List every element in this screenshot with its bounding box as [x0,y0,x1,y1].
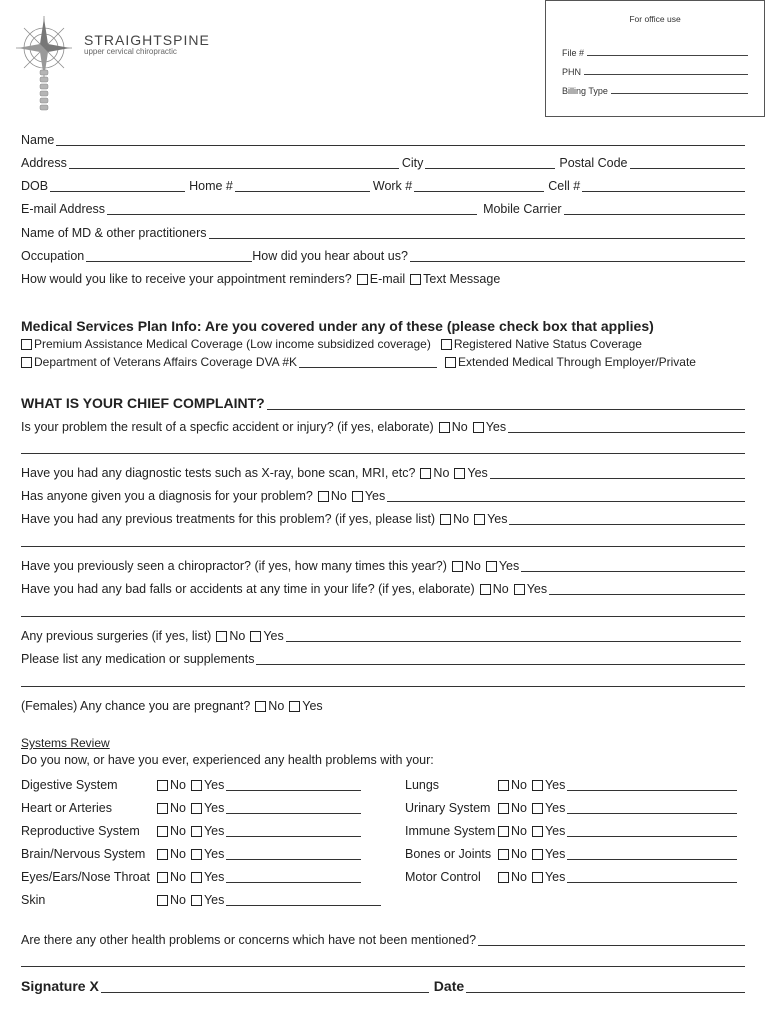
system-row [21,822,745,839]
falls-no-checkbox[interactable] [480,584,491,595]
diagnosis-no-checkbox[interactable] [318,491,329,502]
motor-control-details-field[interactable] [567,870,737,883]
msp-heading: Medical Services Plan Info: Are you covered under any of these (please check box that applies) [21,318,654,334]
treatments-yes-checkbox[interactable] [474,514,485,525]
nervous-label: Brain/Nervous System [21,847,146,861]
nervous-yes-checkbox[interactable] [191,849,202,860]
city-label: City [401,156,424,170]
reproductive-details-field[interactable] [226,824,361,837]
falls-no-label: No [492,582,509,596]
native-status-checkbox[interactable] [441,339,452,350]
no-label: No [511,824,527,838]
dob-label: DOB [21,179,49,193]
surgeries-no-label: No [229,629,246,643]
other-problems-row [21,931,745,948]
systems-intro-row [21,751,745,768]
diagnosis-yes-checkbox[interactable] [352,491,363,502]
msp-heading-row [21,317,745,335]
phn-field[interactable] [562,65,748,77]
surgeries-no-checkbox[interactable] [216,631,227,642]
pregnant-yes-label: Yes [302,699,323,713]
no-label: No [170,801,186,815]
falls-yes-label: Yes [526,582,548,596]
work-phone-field[interactable] [414,179,544,192]
accident-yes-checkbox[interactable] [473,422,484,433]
no-label: No [511,870,527,884]
chief-complaint-heading: WHAT IS YOUR CHIEF COMPLAINT? [21,395,265,411]
reproductive-options [154,824,361,839]
immune-no-checkbox[interactable] [498,826,509,837]
bones-details-field[interactable] [567,847,737,860]
urinary-no-checkbox[interactable] [498,803,509,814]
digestive-options [154,778,361,793]
text-reminder-checkbox[interactable] [410,274,421,285]
email-row [21,200,745,217]
yes-label: Yes [203,847,225,861]
phn-label: PHN [562,67,582,77]
yes-label: Yes [203,778,225,792]
treatments-row [21,510,745,527]
chiro-no-label: No [464,559,481,573]
phone-row [21,177,745,194]
nervous-details-field[interactable] [226,847,361,860]
pregnant-no-checkbox[interactable] [255,701,266,712]
occupation-row [21,247,745,264]
bones-label: Bones or Joints [405,847,492,861]
motor-control-no-checkbox[interactable] [498,872,509,883]
pregnant-question: (Females) Any chance you are pregnant? [21,699,251,713]
no-label: No [170,778,186,792]
referral-field[interactable] [410,249,745,262]
motor-control-label: Motor Control [405,870,481,884]
immune-yes-checkbox[interactable] [532,826,543,837]
no-label: No [511,801,527,815]
other-problems-extra-line[interactable] [21,966,745,967]
accident-row [21,418,745,435]
brand-tagline: upper cervical chiropractic [84,47,177,56]
system-row [21,845,745,862]
motor-control-options [495,870,737,885]
email-label: E-mail Address [21,202,106,216]
reproductive-yes-checkbox[interactable] [191,826,202,837]
accident-extra-line[interactable] [21,453,745,454]
bones-no-checkbox[interactable] [498,849,509,860]
heart-details-field[interactable] [226,801,361,814]
eyes-ears-details-field[interactable] [226,870,361,883]
immune-details-field[interactable] [567,824,737,837]
falls-row [21,580,745,597]
msp-row-2 [21,353,745,370]
veterans-affairs-label: Department of Veterans Affairs Coverage DVA #K [34,355,298,369]
cell-phone-label: Cell # [548,179,581,193]
md-row [21,224,745,241]
premium-assistance-checkbox[interactable] [21,339,32,350]
tests-details-field[interactable] [490,466,745,479]
chiro-question: Have you previously seen a chiropractor? (if yes, how many times this year?) [21,559,447,573]
accident-details-field[interactable] [508,420,745,433]
home-phone-field[interactable] [235,179,370,192]
yes-label: Yes [544,824,566,838]
md-field[interactable] [209,226,746,239]
surgeries-question: Any previous surgeries (if yes, list) [21,629,212,643]
digestive-yes-checkbox[interactable] [191,780,202,791]
lungs-label: Lungs [405,778,440,792]
medication-field[interactable] [256,652,745,665]
treatments-question: Have you had any previous treatments for this problem? (if yes, please list) [21,512,436,526]
skin-yes-checkbox[interactable] [191,895,202,906]
yes-label: Yes [544,778,566,792]
office-use-box [545,0,765,117]
yes-label: Yes [544,870,566,884]
mobile-carrier-field[interactable] [564,202,745,215]
chiro-yes-checkbox[interactable] [486,561,497,572]
medication-extra-line[interactable] [21,686,745,687]
name-label: Name [21,133,55,147]
skin-options [154,893,381,908]
medication-row [21,650,745,667]
digestive-label: Digestive System [21,778,118,792]
work-phone-label: Work # [372,179,413,193]
treatments-yes-label: Yes [487,512,508,526]
tests-no-label: No [433,466,450,480]
city-field[interactable] [425,156,555,169]
address-row [21,154,745,171]
office-use-title: For office use [629,14,681,24]
accident-no-checkbox[interactable] [439,422,450,433]
system-row [21,868,745,885]
yes-label: Yes [203,801,225,815]
cell-phone-field[interactable] [582,179,745,192]
tests-yes-label: Yes [467,466,488,480]
no-label: No [170,847,186,861]
extended-medical-checkbox[interactable] [445,357,456,368]
system-row [21,776,745,793]
medication-question: Please list any medication or supplements [21,652,255,666]
eyes-ears-yes-checkbox[interactable] [191,872,202,883]
dva-number-field[interactable] [299,355,437,368]
surgeries-yes-checkbox[interactable] [250,631,261,642]
motor-control-yes-checkbox[interactable] [532,872,543,883]
eyes-ears-no-checkbox[interactable] [157,872,168,883]
complaint-row [21,394,745,412]
native-status-label: Registered Native Status Coverage [453,337,642,351]
email-field[interactable] [107,202,477,215]
bones-yes-checkbox[interactable] [532,849,543,860]
nervous-options [154,847,361,862]
treatments-extra-line[interactable] [21,546,745,547]
diagnosis-no-label: No [330,489,347,503]
nervous-no-checkbox[interactable] [157,849,168,860]
pregnant-no-label: No [268,699,285,713]
brand-name: STRAIGHTSPINE [84,32,210,48]
surgeries-details-field[interactable] [286,629,741,642]
heart-no-checkbox[interactable] [157,803,168,814]
urinary-yes-checkbox[interactable] [532,803,543,814]
chief-complaint-field[interactable] [267,397,745,410]
premium-assistance-label: Premium Assistance Medical Coverage (Low income subsidized coverage) [34,337,431,351]
signature-field[interactable] [101,980,429,993]
yes-label: Yes [544,801,566,815]
lungs-options [495,778,737,793]
mobile-carrier-label: Mobile Carrier [483,202,562,216]
reproductive-no-checkbox[interactable] [157,826,168,837]
systems-intro: Do you now, or have you ever, experienced any health problems with your: [21,753,434,767]
file-number-field[interactable] [562,46,748,58]
name-row [21,131,745,148]
chiro-details-field[interactable] [521,559,745,572]
date-label: Date [433,978,465,994]
lungs-details-field[interactable] [567,778,737,791]
systems-heading-row [21,734,745,751]
chiro-row [21,557,745,574]
name-field[interactable] [56,133,745,146]
bones-options [495,847,737,862]
skin-details-field[interactable] [226,893,381,906]
falls-yes-checkbox[interactable] [514,584,525,595]
immune-options [495,824,737,839]
pregnant-yes-checkbox[interactable] [289,701,300,712]
extended-medical-label: Extended Medical Through Employer/Private [458,355,696,369]
falls-details-field[interactable] [549,582,745,595]
date-field[interactable] [466,980,745,993]
email-reminder-checkbox[interactable] [357,274,368,285]
postal-code-field[interactable] [630,156,746,169]
tests-row [21,464,745,481]
straightspine-logo [14,12,224,116]
billing-type-label: Billing Type [562,86,608,96]
skin-no-checkbox[interactable] [157,895,168,906]
urinary-label: Urinary System [405,801,491,815]
diagnosis-question: Has anyone given you a diagnosis for your problem? [21,489,313,503]
msp-row-1 [21,335,745,352]
systems-review-heading: Systems Review [21,736,110,750]
referral-label: How did you hear about us? [252,249,408,263]
urinary-details-field[interactable] [567,801,737,814]
chiro-yes-label: Yes [498,559,520,573]
other-problems-question: Are there any other health problems or concerns which have not been mentioned? [21,933,477,947]
tests-no-checkbox[interactable] [420,468,431,479]
file-number-label: File # [562,48,585,58]
reminders-label: How would you like to receive your appointment reminders? [21,272,352,286]
tests-yes-checkbox[interactable] [454,468,465,479]
surgeries-yes-label: Yes [263,629,284,643]
diagnosis-details-field[interactable] [387,489,745,502]
address-field[interactable] [69,156,399,169]
yes-label: Yes [544,847,566,861]
diagnosis-yes-label: Yes [364,489,386,503]
system-row [21,799,745,816]
treatments-no-checkbox[interactable] [440,514,451,525]
urinary-options [495,801,737,816]
pregnant-row [21,697,745,714]
veterans-affairs-checkbox[interactable] [21,357,32,368]
eyes-ears-label: Eyes/Ears/Nose Throat [21,870,150,884]
lungs-no-checkbox[interactable] [498,780,509,791]
no-label: No [511,778,527,792]
occupation-field[interactable] [86,249,252,262]
no-label: No [511,847,527,861]
accident-yes-label: Yes [485,420,507,434]
home-phone-label: Home # [189,179,233,193]
compass-spine-icon [14,12,74,116]
treatments-no-label: No [453,512,470,526]
dob-field[interactable] [50,179,185,192]
skin-label: Skin [21,893,46,907]
address-label: Address [21,156,67,170]
yes-label: Yes [203,824,225,838]
postal-code-label: Postal Code [559,156,628,170]
signature-row [21,977,745,995]
md-label: Name of MD & other practitioners [21,226,207,240]
no-label: No [170,870,186,884]
reminders-row [21,270,745,287]
falls-extra-line[interactable] [21,616,745,617]
system-row [21,891,745,908]
email-reminder-label: E-mail [369,272,406,286]
reproductive-label: Reproductive System [21,824,140,838]
other-problems-field[interactable] [478,933,745,946]
digestive-no-checkbox[interactable] [157,780,168,791]
chiro-no-checkbox[interactable] [452,561,463,572]
immune-label: Immune System [405,824,496,838]
brand [84,32,210,56]
no-label: No [170,893,186,907]
no-label: No [170,824,186,838]
digestive-details-field[interactable] [226,778,361,791]
text-reminder-label: Text Message [423,272,501,286]
heart-label: Heart or Arteries [21,801,113,815]
eyes-ears-options [154,870,361,885]
accident-question: Is your problem the result of a specfic accident or injury? (if yes, elaborate) [21,420,434,434]
tests-question: Have you had any diagnostic tests such as X-ray, bone scan, MRI, etc? [21,466,416,480]
heart-options [154,801,361,816]
yes-label: Yes [203,893,225,907]
accident-no-label: No [451,420,468,434]
billing-type-field[interactable] [562,84,748,96]
occupation-label: Occupation [21,249,85,263]
heart-yes-checkbox[interactable] [191,803,202,814]
diagnosis-row [21,487,745,504]
surgeries-row [21,627,741,644]
lungs-yes-checkbox[interactable] [532,780,543,791]
signature-label: Signature X [21,978,99,994]
treatments-details-field[interactable] [509,512,745,525]
falls-question: Have you had any bad falls or accidents at any time in your life? (if yes, elaborate) [21,582,475,596]
yes-label: Yes [203,870,225,884]
